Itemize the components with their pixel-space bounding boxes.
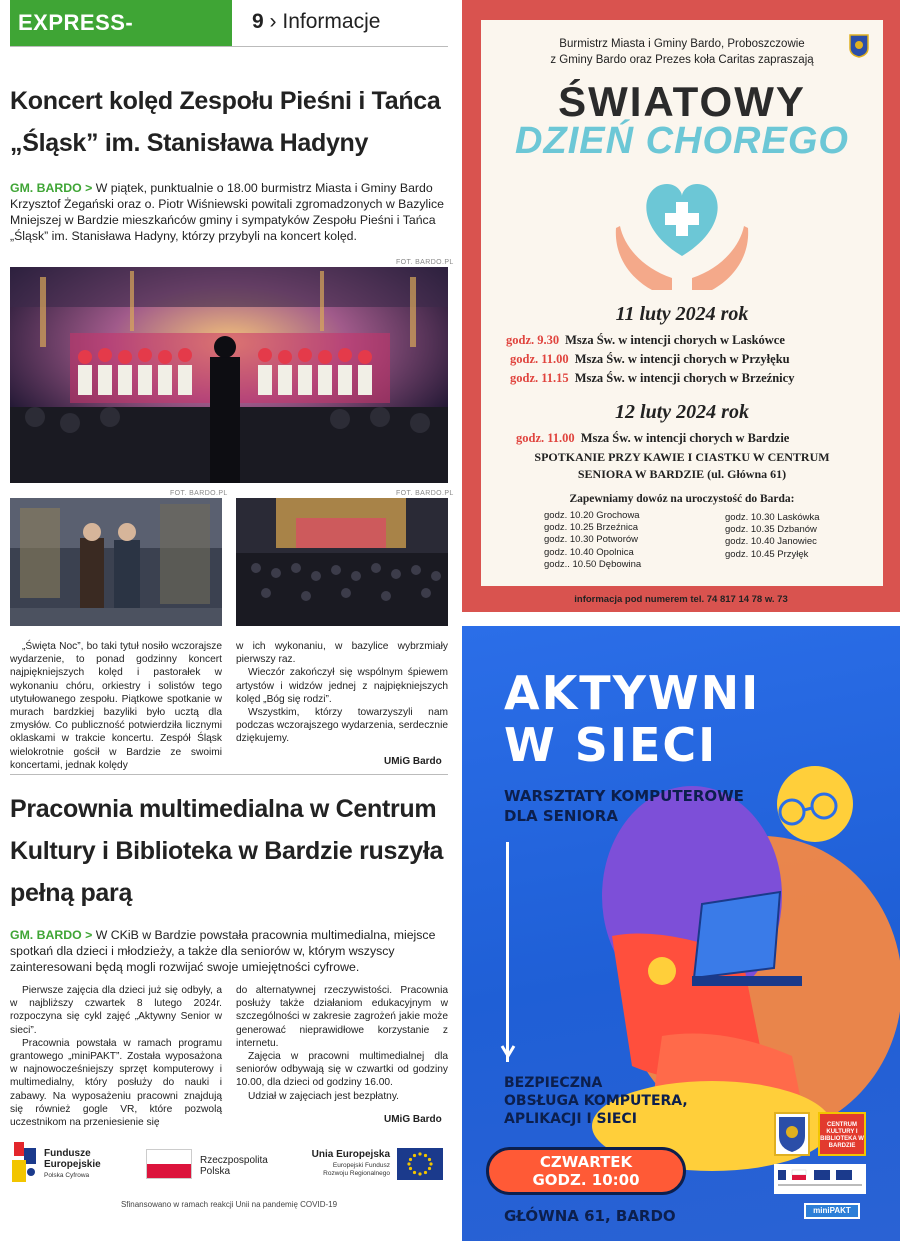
page-number: 9: [252, 10, 264, 33]
poster1-mass-day2-time: godz. 11.00: [516, 431, 575, 445]
article2-col1-paragraph2: Pracownia powstała w ramach programu grantowego „miniPAKT”. Została wyposażona w najnowocześniejszy sprzęt komputerowy i multimedialny, który posłuży do nauki i zabawy. Na wyposażeniu pracowni znajdują się również gogle VR, które pozwolą uczestnikom na przeniesienie się: [10, 1037, 222, 1129]
ue-subtext: [300, 1162, 390, 1178]
article1-col2-paragraph3: Wszystkim, którzy towarzyszyli nam podczas wczorajszego wydarzenia, serdecznie dziękujemy.: [236, 707, 448, 745]
poster2-pill-line2: GODZ. 10:00: [532, 1171, 640, 1189]
article2-col2-paragraph3: Udział w zajęciach jest bezpłatny.: [248, 1090, 399, 1102]
poster2-pill-line1: CZWARTEK: [539, 1153, 633, 1171]
article1-column2: [236, 640, 448, 746]
minipakt-logo: miniPAKT: [804, 1203, 860, 1219]
poster1-mass-3-text: Msza Św. w intencji chorych w Brzeźnicy: [574, 371, 795, 385]
photo-credit-right: FOT. BARDO.PL: [396, 490, 454, 497]
poster1-meeting-line2: SENIORA W BARDZIE (ul. Główna 61): [577, 467, 787, 481]
transport-left-2: godz. 10.25 Brzeźnica: [544, 522, 639, 534]
bardo-coat-of-arms-small-icon: [774, 1112, 810, 1156]
fe-line2: Europejskie: [44, 1159, 101, 1170]
fe-line1: Fundusze: [44, 1148, 91, 1159]
transport-right-2: godz. 10.35 Dzbanów: [725, 524, 817, 536]
transport-left-3: godz. 10.30 Potworów: [544, 534, 639, 546]
poster2-bottom-line3: APLIKACJI I SIECI: [504, 1111, 637, 1127]
poster1-mass-1-text: Msza Św. w intencji chorych w Laskówce: [565, 333, 785, 347]
poster1-intro: [481, 36, 883, 68]
polish-flag-icon: [146, 1149, 192, 1179]
ue-line3: Rozwoju Regionalnego: [323, 1170, 390, 1177]
article2-col2-paragraph1: do alternatywnej rzeczywistości. Pracownia posłuży także działaniom edukacyjnym w szczególności w zakresie zagrożeń jakie może generować nieprawidłowe korzystanie z internetu.: [236, 985, 448, 1049]
article1-lead: [10, 180, 448, 244]
transport-left-4: godz. 10.40 Opolnica: [544, 546, 634, 558]
poster1-mass-2-text: Msza Św. w intencji chorych w Przyłęku: [574, 352, 790, 366]
poster1-footer: informacja pod numerem tel. 74 817 14 78 w. 73: [574, 594, 788, 605]
article1-col2-paragraph1: w ich wykonaniu, w bazylice wybrzmiały pierwszy raz.: [236, 641, 448, 666]
poster1-mass-3: [510, 371, 794, 386]
poster1-mass-1-time: godz. 9.30: [506, 333, 560, 347]
article-divider: [10, 774, 448, 775]
poster2-title-line1: AKTYWNI: [504, 666, 761, 720]
poster1-transport-left: [544, 510, 641, 571]
article2-col1-paragraph1: Pierwsze zajęcia dla dzieci już się odbyły, a w najbliższy czwartek 8 lutego 2024r. rozpoczyna się cykl zajęć „Aktywny Senior w sieci”.: [10, 985, 222, 1036]
article1-lead-text: W piątek, punktualnie o 18.00 burmistrz Miasta i Gminy Bardo Krzysztof Żegański oraz o. Piotr Wiśniewski powitali zgromadzonych w Bazylice Mniejszej w Bardzie mieszkańców gminy i sympatyków Zespołu Pieśni i Tańca „Śląsk” im. Stanisława Hadyny, którzy przybyli na koncert kolęd.: [10, 181, 444, 243]
poster1-mass-day2-text: Msza Św. w intencji chorych w Bardzie: [580, 431, 790, 445]
poster2-subtitle-line1: WARSZTATY KOMPUTEROWE: [504, 787, 744, 805]
audience-photo: [236, 498, 448, 626]
poster1-mass-3-time: godz. 11.15: [510, 371, 569, 385]
article2-lead-text: W CKiB w Bardzie powstała pracownia multimedialna, miejsce spotkań dla dzieci i młodzieży, a także dla seniorów w, którym wszyscy zainteresowani będą mogli rozwijać swoje umiejętności cyfrowe.: [10, 928, 436, 974]
article1-col1-paragraph: „Święta Noc”, bo taki tytuł nosiło wczorajsze wydarzenie, to ponad godzinny koncert najpiękniejszych kolęd i pastorałek w wykonaniu chóru, orkiestry i solistów tego utytułowanego zespołu. Piątkowe spotkanie w murach bardzkiej bazyliki było ucztą dla zmysłów. Co publiczność potwierdziła licznymi oklaskami w trakcie koncertu. Zespół Śląsk wielokrotnie gościł w Bardzie ze swoimi koncertami, jednak kolędy: [10, 641, 222, 771]
poster1-meeting: [481, 449, 883, 483]
photo-credit-left: FOT. BARDO.PL: [170, 490, 228, 497]
concert-stage-photo: [10, 267, 448, 483]
rzeczpospolita-text: [200, 1155, 268, 1177]
poster1-transport-right: [725, 512, 820, 561]
poster2-title-line2: W SIECI: [504, 718, 718, 772]
rp-line2: Polska: [200, 1166, 231, 1177]
poster2-bottom-text: [504, 1074, 688, 1128]
transport-right-3: godz. 10.40 Janowiec: [725, 536, 817, 548]
poster2-subtitle: [504, 786, 744, 826]
article1-col2-paragraph2: Wieczór zakończył się wspólnym śpiewem artystów i widzów jednej z najpiękniejszych kolęd „Bóg się rodzi”.: [236, 667, 448, 705]
down-arrow-icon: [506, 842, 509, 1062]
heart-hands-icon: [612, 166, 752, 296]
article2-headline-line3: pełną parą: [10, 879, 133, 907]
poster2-bottom-line2: OBSŁUGA KOMPUTERA,: [504, 1093, 688, 1109]
ckib-logo: CENTRUM KULTURY I BIBLIOTEKA W BARDZIE: [818, 1112, 866, 1156]
ue-line2: Europejski Fundusz: [332, 1162, 390, 1169]
poster2-subtitle-line2: DLA SENIORA: [504, 807, 618, 825]
poster2-time-text: [486, 1153, 686, 1189]
poster1-transport-title: Zapewniamy dowóz na uroczystość do Barda:: [569, 493, 795, 505]
fundusze-europejskie-text: [44, 1148, 101, 1170]
article1-column1: [10, 640, 222, 772]
transport-right-1: godz. 10.30 Laskówka: [725, 512, 820, 523]
article2-column2: [236, 984, 448, 1103]
poster1-mass-2: [510, 352, 790, 367]
poster1-title-line1: ŚWIATOWY: [558, 78, 806, 125]
funders-strip-logos: [774, 1164, 866, 1194]
funding-footnote: Sfinansowano w ramach reakcji Unii na pandemię COVID-19: [120, 1200, 338, 1209]
article2-col2-paragraph2: Zajęcia w pracowni multimedialnej dla seniorów odbywają się w czwartki od godziny 10.00, dla dzieci od godziny 16.00.: [236, 1051, 448, 1089]
section-name: Informacje: [282, 10, 381, 33]
poster1-date2: 12 luty 2024 rok: [615, 401, 749, 423]
header-divider: [10, 46, 448, 47]
article2-lead: [10, 927, 448, 975]
article2-headline-line1: Pracownia multimedialna w Centrum: [10, 795, 437, 823]
article1-headline-line2: „Śląsk” im. Stanisława Hadyny: [10, 129, 369, 157]
fundusze-europejskie-logo: [12, 1142, 38, 1184]
poster1-intro-line1: Burmistrz Miasta i Gminy Bardo, Proboszczowie: [559, 38, 805, 50]
article2-headline-line2: Kultury i Biblioteka w Bardzie ruszyła: [10, 837, 444, 865]
article2-column1: [10, 984, 222, 1129]
article1-lead-tag: GM. BARDO >: [10, 181, 93, 195]
fe-line3: Polska Cyfrowa: [44, 1172, 90, 1179]
poster1-title-line2: DZIEŃ CHOREGO: [515, 120, 849, 162]
poster1-mass-day2: [516, 431, 789, 446]
transport-left-5: godz.. 10.50 Dębowina: [544, 558, 642, 570]
page-separator: ›: [269, 10, 277, 33]
eu-flag-icon: [397, 1148, 443, 1180]
ue-line1: Unia Europejska: [311, 1149, 390, 1160]
photo-credit-main: FOT. BARDO.PL: [396, 259, 454, 266]
article2-lead-tag: GM. BARDO >: [10, 928, 93, 942]
poster2-bottom-line1: BEZPIECZNA: [504, 1075, 603, 1091]
article1-signature: UMiG Bardo: [384, 756, 442, 767]
masthead-logo: EXPRESS-MIEJSKI.PL: [10, 0, 232, 46]
poster1-meeting-line1: SPOTKANIE PRZY KAWIE I CIASTKU W CENTRUM: [534, 450, 830, 464]
article2-signature: UMiG Bardo: [384, 1114, 442, 1125]
poster1-mass-1: [506, 333, 785, 348]
transport-left-1: godz. 10.20 Grochowa: [544, 510, 640, 521]
poster2-address: GŁÓWNA 61, BARDO: [504, 1207, 676, 1225]
page-section-header: [252, 10, 380, 34]
transport-right-4: godz. 10.45 Przyłęk: [725, 548, 809, 560]
poster1-intro-line2: z Gminy Bardo oraz Prezes koła Caritas zapraszają: [550, 54, 814, 66]
poster1-date1: 11 luty 2024 rok: [615, 303, 749, 325]
poster1-mass-2-time: godz. 11.00: [510, 352, 569, 366]
rp-line1: Rzeczpospolita: [200, 1155, 268, 1166]
speakers-photo: [10, 498, 222, 626]
article1-headline-line1: Koncert kolęd Zespołu Pieśni i Tańca: [10, 87, 441, 115]
